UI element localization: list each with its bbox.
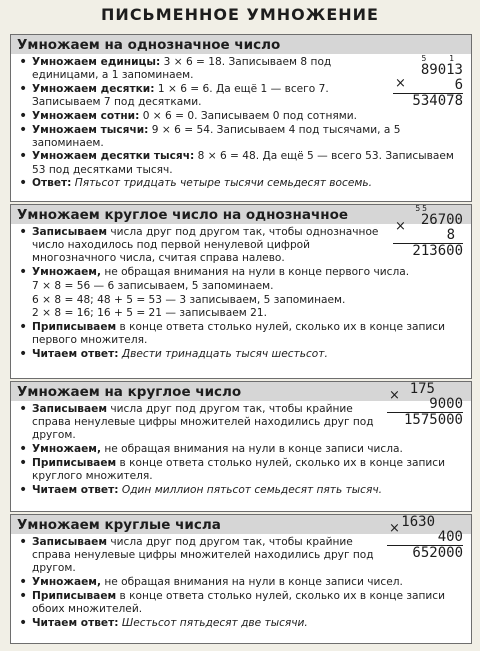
- section-heading: Умножаем на круглое число: [11, 382, 471, 401]
- carry-digits: 55: [415, 204, 429, 213]
- step-item: • Приписываем в конце ответа столько нулей, сколько их в конце записи первого множителя.: [19, 321, 467, 347]
- section-round-by-single: [10, 204, 472, 379]
- second-factor: 8: [393, 228, 463, 244]
- step-item: • Приписываем в конце ответа столько нулей, сколько их в конце записи круглого множителя.: [19, 457, 467, 483]
- second-factor: 9000: [387, 397, 463, 413]
- step-item: • Умножаем десятки тысяч: 8 × 6 = 48. Да ещё 5 — всего 53. Записываем 53 под десятками тысяч.: [19, 150, 467, 176]
- second-factor: 400: [387, 530, 463, 546]
- section-single-digit: [10, 34, 472, 202]
- step-item: • Умножаем единицы: 3 × 6 = 18. Записываем 8 под единицами, а 1 запоминаем.: [19, 56, 387, 82]
- section-heading: Умножаем на однозначное число: [11, 35, 471, 54]
- first-factor: 1630: [401, 514, 435, 530]
- answer-item: • Читаем ответ: Двести тринадцать тысяч шестьсот.: [19, 348, 467, 361]
- step-item: • Умножаем, не обращая внимания на нули в конце записи чисел.: [19, 576, 467, 589]
- page-title: ПИСЬМЕННОЕ УМНОЖЕНИЕ: [101, 5, 379, 24]
- answer-item: • Ответ: Пятьсот тридцать четыре тысячи семьдесят восемь.: [19, 177, 467, 190]
- first-factor: 175: [409, 381, 435, 397]
- step-item: • Приписываем в конце ответа столько нулей, сколько их в конце записи обоих множителей.: [19, 590, 467, 616]
- product: 1575000: [403, 412, 463, 428]
- calculation-column: [387, 515, 463, 561]
- calculation-column: [393, 205, 463, 259]
- step-item: • Записываем числа друг под другом так, чтобы крайние справа ненулевые цифры множителей находились друг под другом.: [19, 536, 381, 576]
- product: 652000: [412, 545, 463, 561]
- step-item: • Умножаем десятки: 1 × 6 = 6. Да ещё 1 — всего 7. Записываем 7 под десятками.: [19, 83, 387, 109]
- step-item: • Умножаем, не обращая внимания на нули в конце записи числа.: [19, 443, 467, 456]
- step-detail: 6 × 8 = 48; 48 + 5 = 53 — 3 записываем, 5 запоминаем.: [32, 293, 346, 306]
- calculation-column: [393, 55, 463, 109]
- step-detail: 2 × 8 = 16; 16 + 5 = 21 — записываем 21.: [32, 307, 267, 320]
- multiply-sign: ×: [389, 521, 400, 536]
- multiply-sign: ×: [389, 388, 400, 403]
- step-item: • Умножаем сотни: 0 × 6 = 0. Записываем 0 под сотнями.: [19, 110, 467, 123]
- section-by-round: [10, 381, 472, 512]
- first-factor: 26700: [420, 212, 463, 228]
- calculation-column: [387, 382, 463, 428]
- step-detail: 7 × 8 = 56 — 6 записываем, 5 запоминаем.: [32, 279, 274, 292]
- second-factor: 6: [393, 78, 463, 94]
- first-factor: 89013: [420, 62, 463, 78]
- step-item: • Записываем числа друг под другом так, чтобы крайние справа ненулевые цифры множителей находились друг под другом.: [19, 403, 381, 443]
- carry-digits: 5 1: [421, 54, 463, 63]
- step-item: • Умножаем, не обращая внимания на нули в конце первого числа.: [19, 266, 467, 279]
- answer-item: • Читаем ответ: Шестьсот пятьдесят две тысячи.: [19, 617, 467, 630]
- section-heading: Умножаем круглое число на однозначное: [11, 205, 471, 224]
- multiply-sign: ×: [395, 219, 406, 234]
- product: 534078: [412, 93, 463, 109]
- answer-item: • Читаем ответ: Один миллион пятьсот семьдесят пять тысяч.: [19, 484, 467, 497]
- step-item: • Записываем числа друг под другом так, чтобы однозначное число находилось под первой ненулевой цифрой многозначного числа, считая справа налево.: [19, 226, 387, 266]
- multiply-sign: ×: [395, 76, 406, 91]
- product: 213600: [412, 243, 463, 259]
- section-heading: Умножаем круглые числа: [11, 515, 471, 534]
- section-round-numbers: [10, 514, 472, 644]
- step-item: • Умножаем тысячи: 9 × 6 = 54. Записываем 4 под тысячами, а 5 запоминаем.: [19, 124, 467, 150]
